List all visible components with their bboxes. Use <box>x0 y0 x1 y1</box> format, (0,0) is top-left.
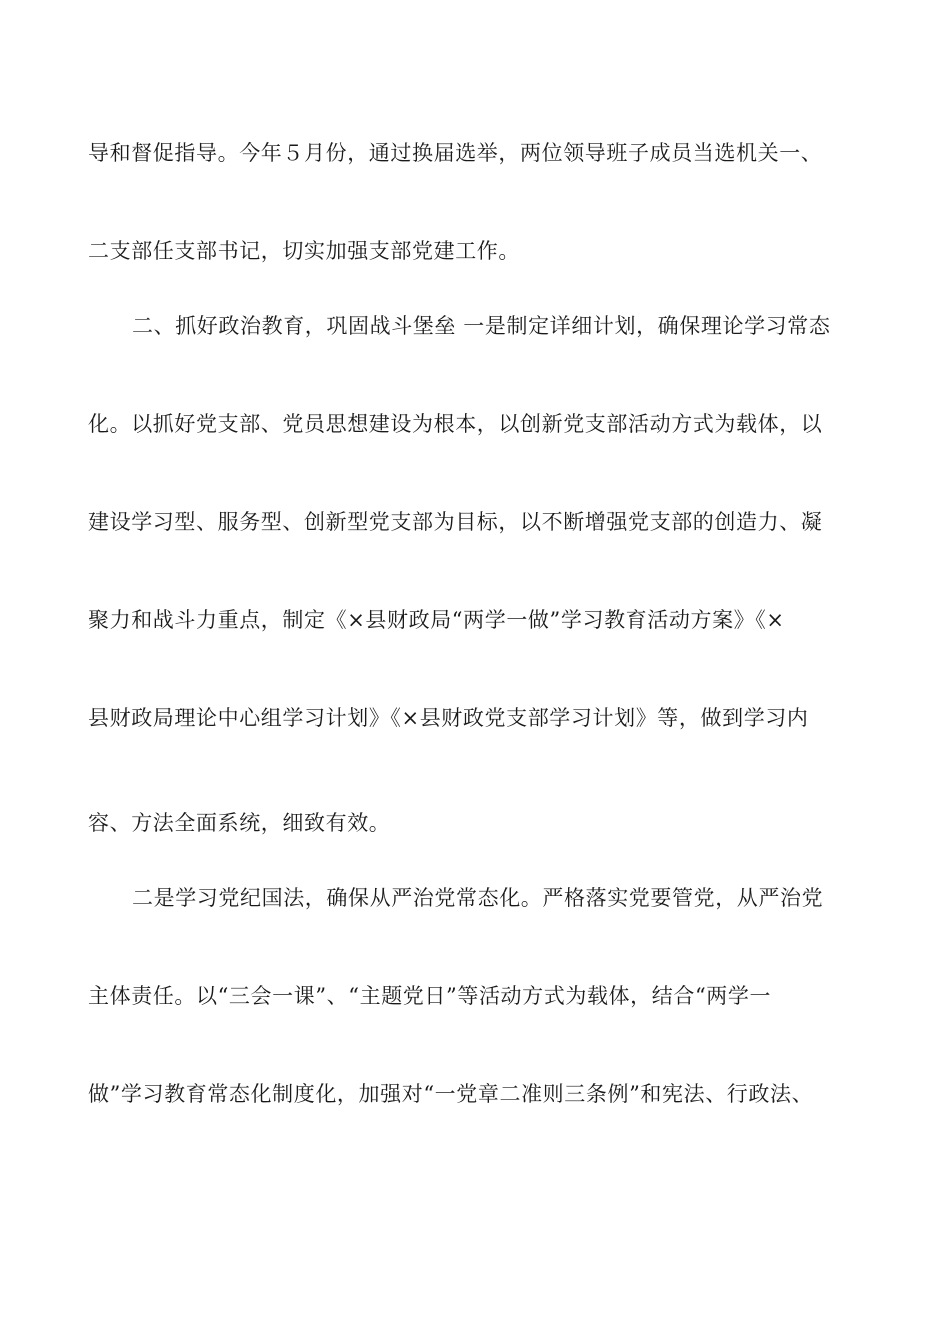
paragraph-heading-line: 二、抓好政治教育，巩固战斗堡垒 一是制定详细计划，确保理论学习常态 <box>132 314 831 338</box>
text-line-7: 县财政局理论中心组学习计划》《×县财政党支部学习计划》等，做到学习内 <box>88 706 809 730</box>
text-line-6: 聚力和战斗力重点，制定《×县财政局“两学一做”学习教育活动方案》《× <box>88 608 785 632</box>
text-line-1: 导和督促指导。今年５月份，通过换届选举，两位领导班子成员当选机关一、 <box>88 141 823 165</box>
text-line-8: 容、方法全面系统，细致有效。 <box>88 811 391 835</box>
text-line-4: 化。以抓好党支部、党员思想建设为根本，以创新党支部活动方式为载体，以 <box>88 412 823 436</box>
text-line-11: 做”学习教育常态化制度化，加强对“一党章二准则三条例”和宪法、行政法、 <box>88 1082 814 1106</box>
text-line-5: 建设学习型、服务型、创新型党支部为目标，以不断增强党支部的创造力、凝 <box>88 510 823 534</box>
text-line-10: 主体责任。以“三会一课”、“主题党日”等活动方式为载体，结合“两学一 <box>88 984 772 1008</box>
text-line-2: 二支部任支部书记，切实加强支部党建工作。 <box>88 239 520 263</box>
paragraph-start-line: 二是学习党纪国法，确保从严治党常态化。严格落实党要管党，从严治党 <box>132 886 824 910</box>
